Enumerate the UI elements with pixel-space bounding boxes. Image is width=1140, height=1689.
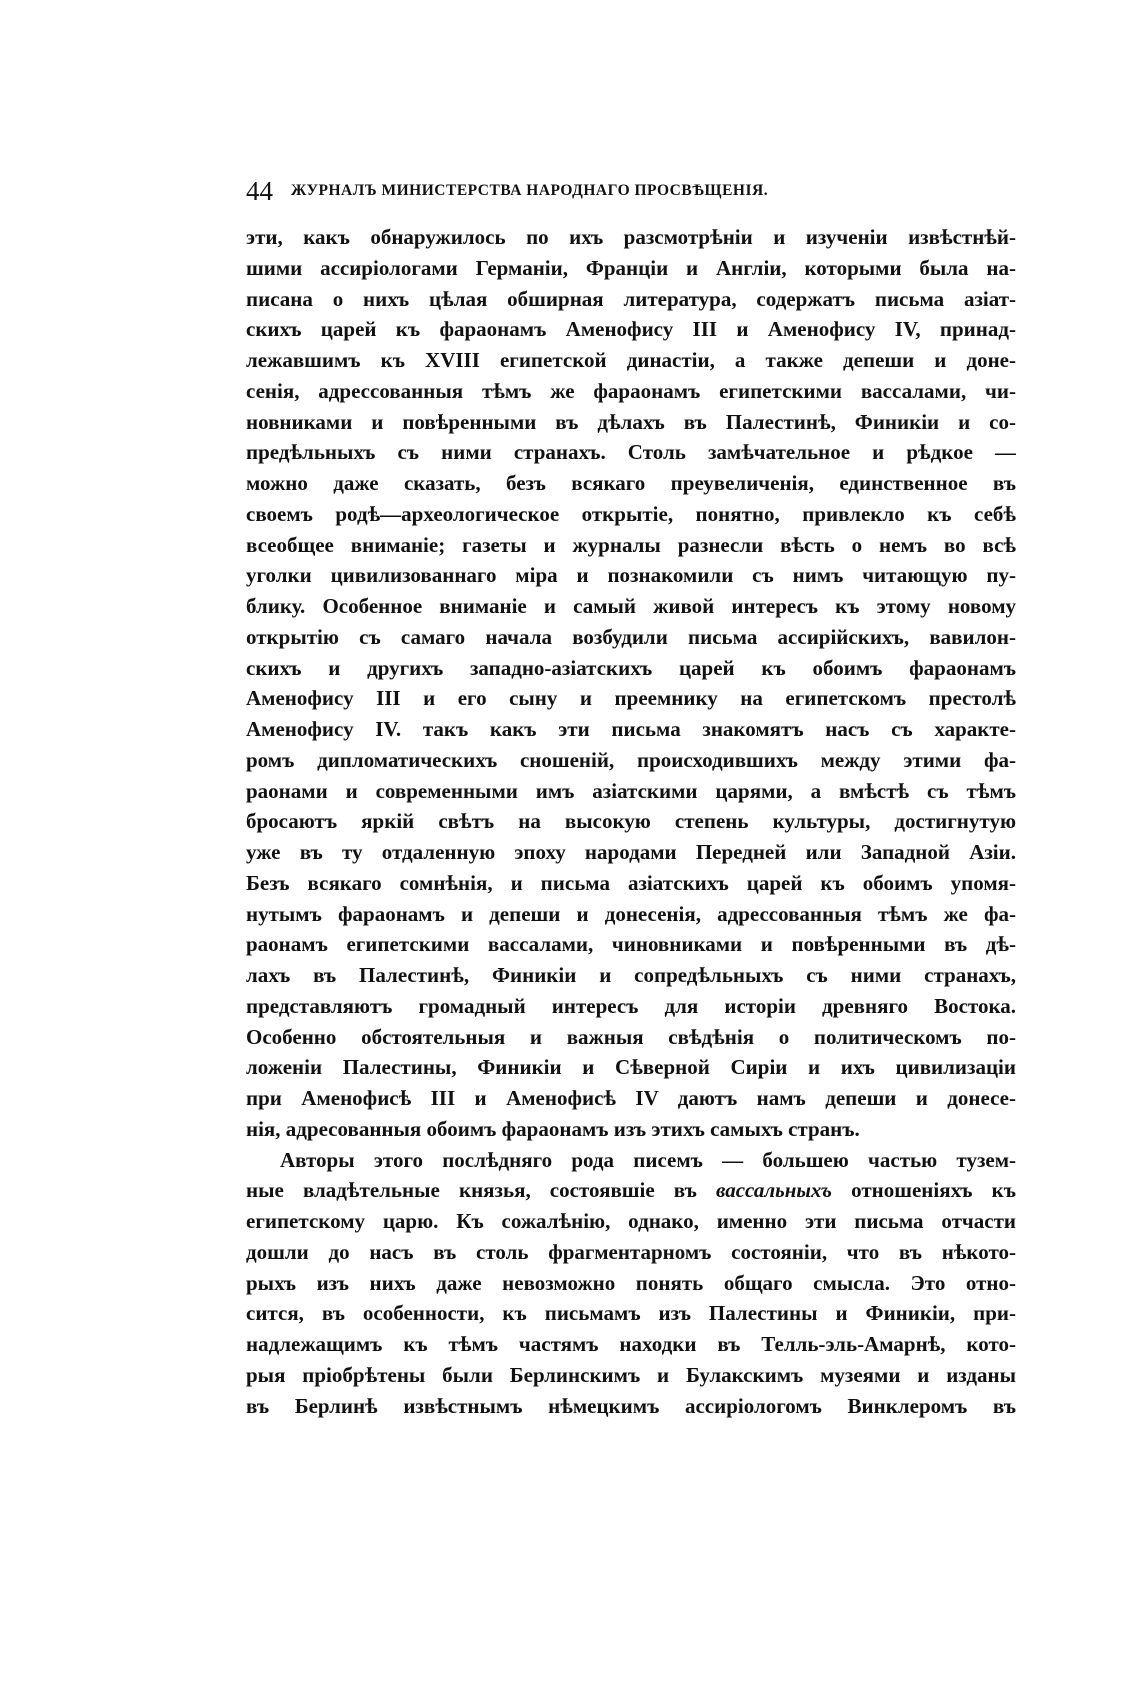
text-line: уже въ ту отдаленную эпоху народами Передней или Западной Азіи. — [246, 840, 1016, 864]
text-line: раонами и современными имъ азіатскими царями, а вмѣстѣ съ тѣмъ — [246, 778, 1016, 803]
text-line: шими ассиріологами Германіи, Франціи и Англіи, которыми была на- — [246, 255, 1016, 280]
text-line: рыя пріобрѣтены были Берлинскимъ и Булакскимъ музеями и изданы — [246, 1362, 1016, 1387]
text-line: сится, въ особенности, къ письмамъ изъ Палестины и Финикіи, при- — [246, 1301, 1016, 1326]
text-fragment: ные владѣтельные князья, состоявшіе въ — [246, 1178, 716, 1203]
text-line: представляютъ громадный интересъ для исторіи древняго Востока. — [246, 993, 1016, 1018]
text-line: дошли до насъ въ столь фрагментарномъ состояніи, что въ нѣкото- — [246, 1239, 1016, 1264]
text-line: Аменофису IV. такъ какъ эти письма знакомятъ насъ съ характе- — [246, 717, 1016, 741]
text-line: при Аменофисѣ III и Аменофисѣ IV даютъ намъ депеши и донесе- — [246, 1086, 1016, 1110]
running-title: ЖУРНАЛЪ МИНИСТЕРСТВА НАРОДНАГО ПРОСВѢЩЕНІЯ. — [291, 182, 769, 199]
italic-word: вассальныхъ — [715, 1178, 832, 1203]
text-line: надлежащимъ къ тѣмъ частямъ находки въ Телль-эль-Амарнѣ, кото- — [246, 1332, 1016, 1356]
text-line: рыхъ изъ нихъ даже невозможно понять общаго смысла. Это отно- — [246, 1270, 1016, 1295]
page-header — [246, 176, 914, 216]
text-line: раонамъ египетскими вассалами, чиновниками и повѣренными въ дѣ- — [246, 932, 1016, 957]
text-line: открытію съ самаго начала возбудили письма ассирійскихъ, вавилон- — [246, 624, 1016, 649]
body-text — [246, 222, 1016, 1421]
text-line: эти, какъ обнаружилось по ихъ разсмотрѣніи и изученіи извѣстнѣй- — [246, 225, 1016, 249]
text-line: лежавшимъ къ XVIII египетской династіи, а также депеши и доне- — [246, 348, 1016, 372]
text-line — [246, 1175, 1016, 1206]
text-line: всеобщее вниманіе; газеты и журналы разнесли вѣсть о немъ во всѣ — [246, 532, 1016, 557]
text-line: лахъ въ Палестинѣ, Финикіи и сопредѣльныхъ съ ними странахъ, — [246, 963, 1016, 987]
text-line: своемъ родѣ—археологическое открытіе, понятно, привлекло къ себѣ — [246, 501, 1016, 526]
text-line: ромъ дипломатическихъ сношеній, происходившихъ между этими фа- — [246, 747, 1016, 772]
text-line: блику. Особенное вниманіе и самый живой интересъ къ этому новому — [246, 594, 1016, 618]
text-line: въ Берлинѣ извѣстнымъ нѣмецкимъ ассиріологомъ Винклеромъ въ — [246, 1393, 1016, 1418]
text-fragment: отношеніяхъ къ — [831, 1178, 1016, 1203]
text-line: нія, адресованныя обоимъ фараонамъ изъ этихъ самыхъ странъ. — [246, 1116, 860, 1141]
text-line: можно даже сказать, безъ всякаго преувеличенія, единственное въ — [246, 471, 1016, 495]
text-line: уголки цивилизованнаго міра и познакомили съ нимъ читающую пу- — [246, 563, 1016, 588]
text-line: Особенно обстоятельныя и важныя свѣдѣнія о политическомъ по- — [246, 1024, 1016, 1049]
text-line: скихъ и другихъ западно-азіатскихъ царей къ обоимъ фараонамъ — [246, 655, 1016, 680]
text-line: египетскому царю. Къ сожалѣнію, однако, именно эти письма отчасти — [246, 1209, 1016, 1233]
page-number: 44 — [246, 176, 273, 206]
text-line: нутымъ фараонамъ и депеши и донесенія, адрессованныя тѣмъ же фа- — [246, 901, 1016, 926]
text-line: писана о нихъ цѣлая обширная литература, содержатъ письма азіат- — [246, 286, 1016, 311]
text-line: бросаютъ яркій свѣтъ на высокую степень культуры, достигнутую — [246, 809, 1016, 834]
text-line: Безъ всякаго сомнѣнія, и письма азіатскихъ царей къ обоимъ упомя- — [246, 870, 1016, 895]
text-line: скихъ царей къ фараонамъ Аменофису III и Аменофису IV, принад- — [246, 317, 1016, 342]
text-line: предѣльныхъ съ ними странахъ. Столь замѣчательное и рѣдкое — — [246, 440, 1016, 465]
text-line: новниками и повѣренными въ дѣлахъ въ Палестинѣ, Финикіи и со- — [246, 409, 1016, 434]
text-line: сенія, адрессованныя тѣмъ же фараонамъ египетскими вассалами, чи- — [246, 378, 1016, 403]
text-line: Авторы этого послѣдняго рода писемъ — большею частью тузем- — [280, 1147, 1016, 1172]
text-line: Аменофису III и его сыну и преемнику на египетскомъ престолѣ — [246, 686, 1016, 711]
text-line: ложеніи Палестины, Финикіи и Сѣверной Сиріи и ихъ цивилизаціи — [246, 1055, 1016, 1080]
